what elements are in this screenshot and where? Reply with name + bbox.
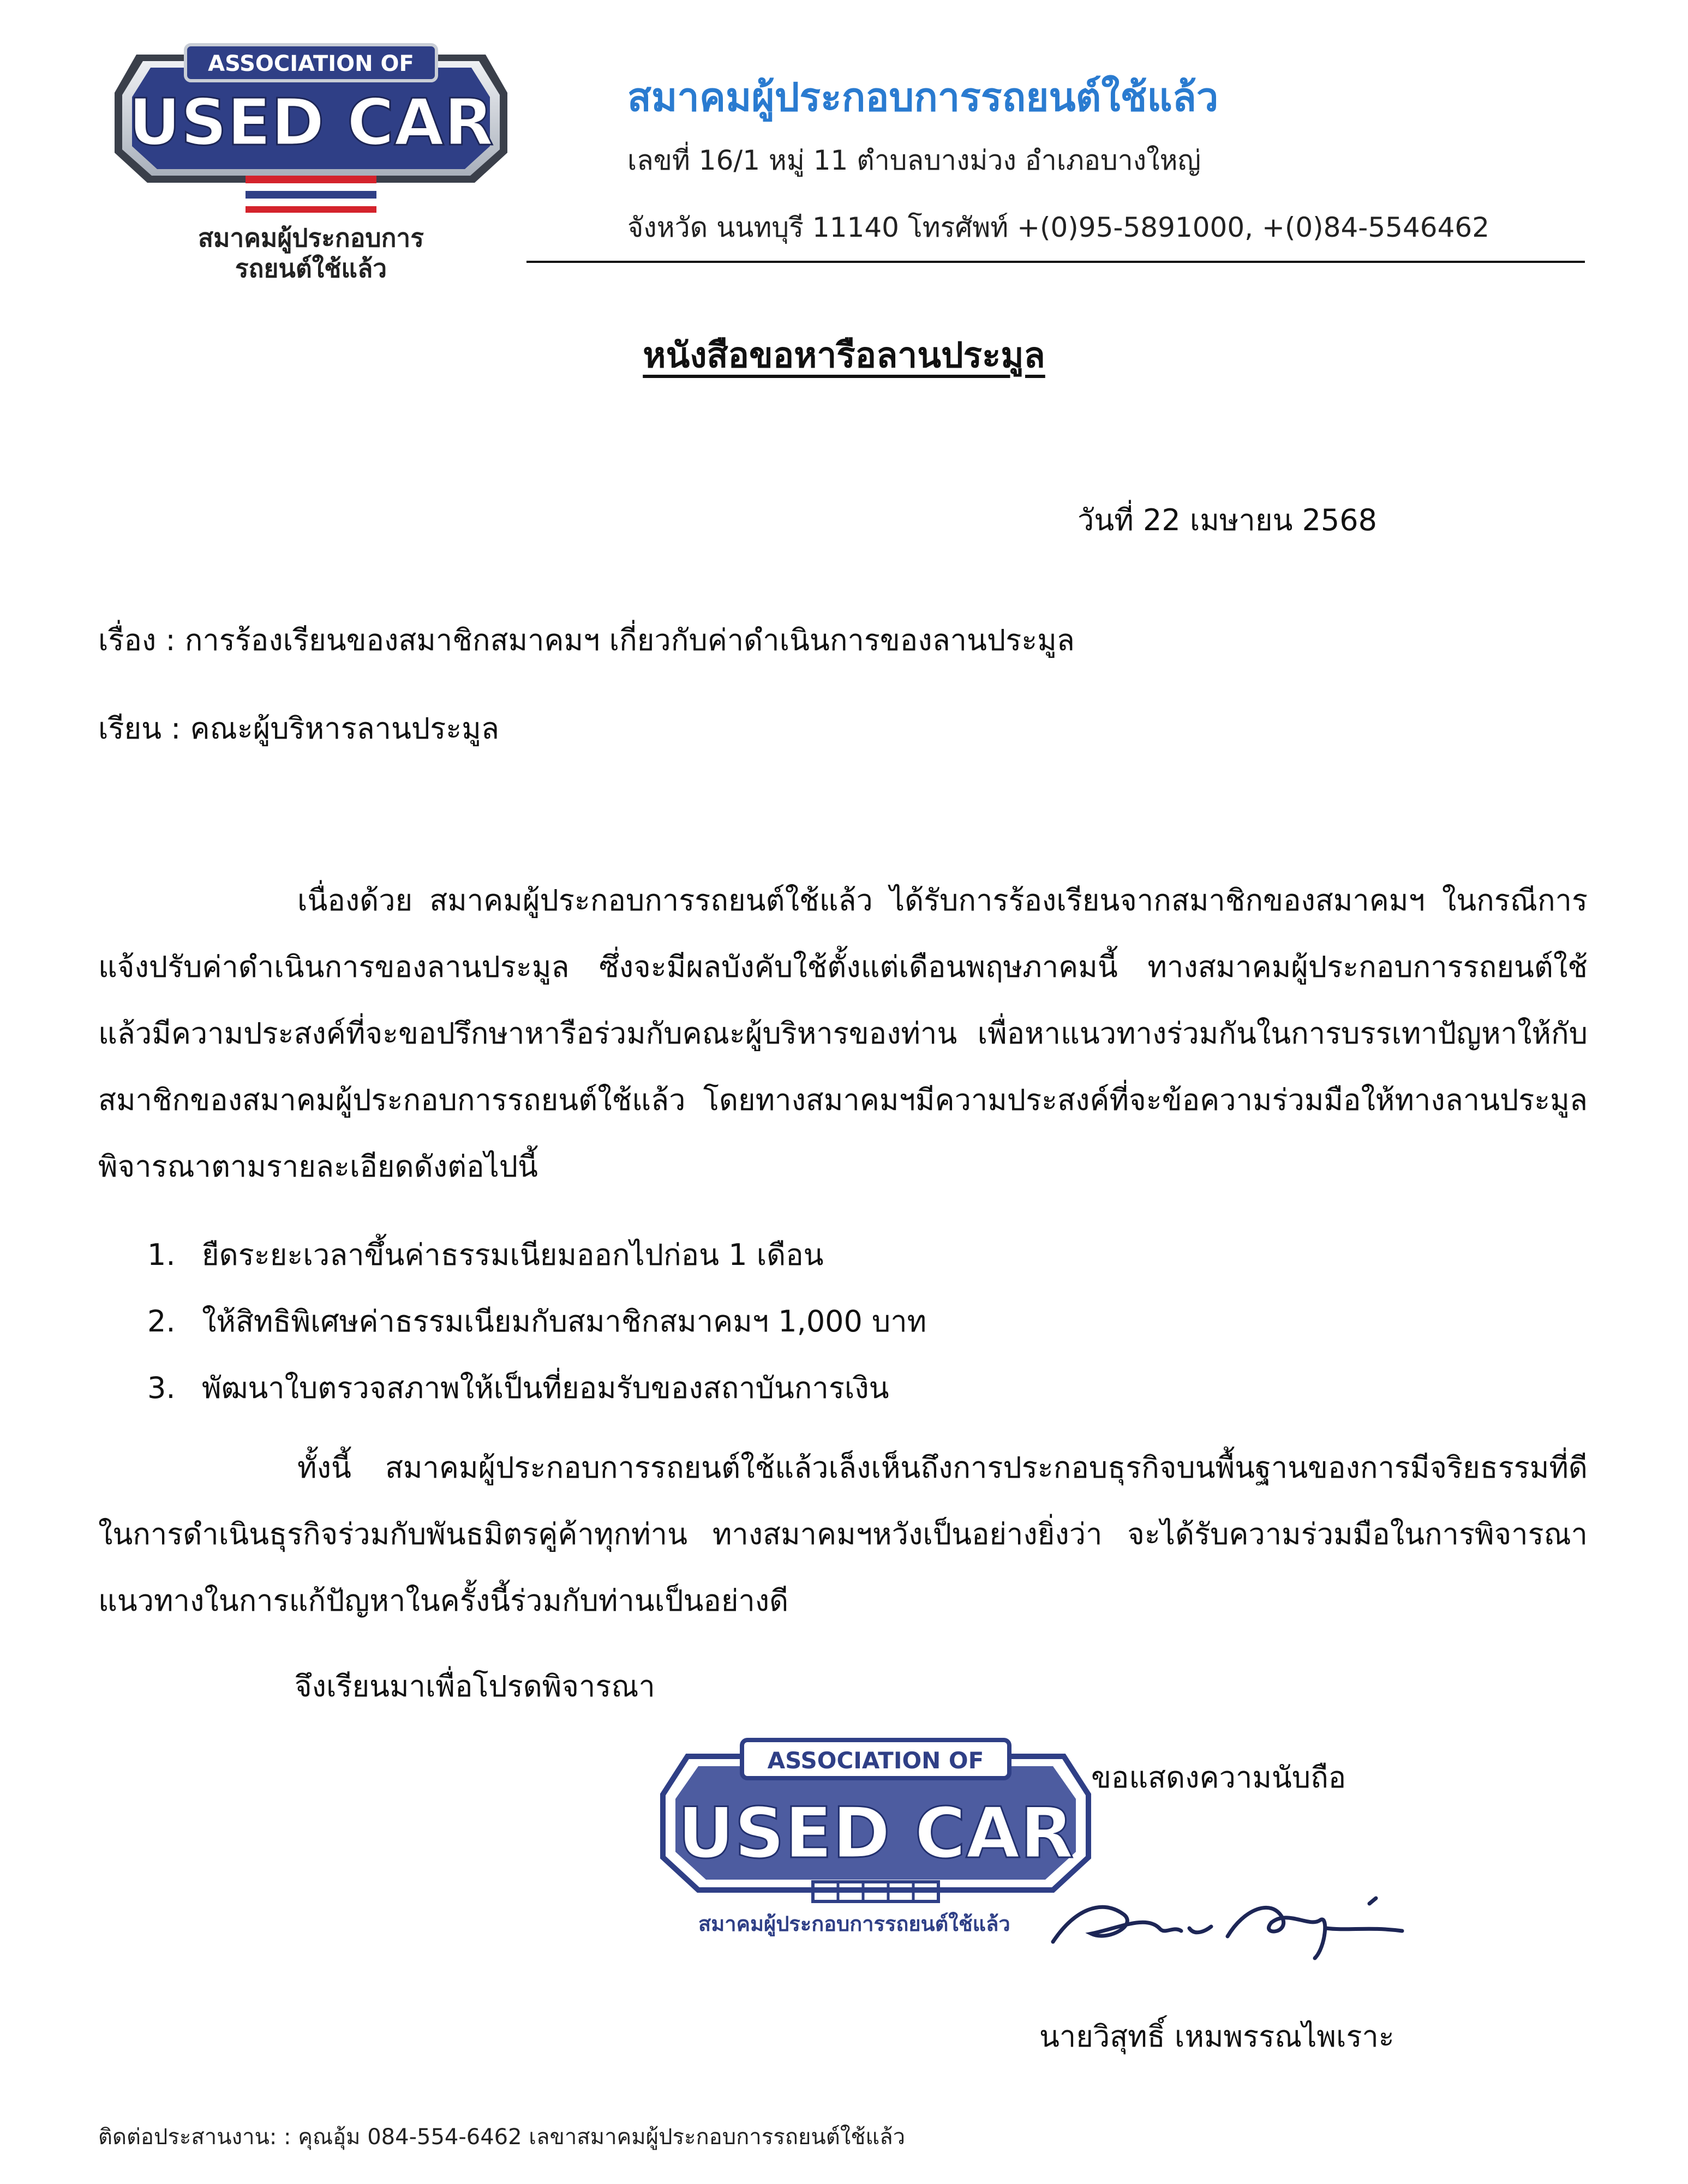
body-paragraph-2-text: ทั้งนี้ สมาคมผู้ประกอบการรถยนต์ใช้แล้วเล็งเห็นถึงการประกอบธุรกิจบนพื้นฐานของการมีจริยธรรมที่ดีในการดำเนินธุรกิจร่วมกับพันธมิตรคู่ค้าทุกท่าน ทางสมาคมฯหวังเป็นอย่างยิ่งว่า จะได้รับความร่วมมือในการพิจารณาแนวทางในการแก้ปัญหาในครั้งนี้ร่วมกับท่านเป็นอย่างดี (98, 1450, 1588, 1618)
document-date: วันที่ 22 เมษายน 2568 (1078, 503, 1377, 537)
list-item-number: 2. (147, 1304, 176, 1339)
list-item (147, 1355, 889, 1421)
body-paragraph-2 (98, 1435, 1588, 1634)
footer-contact: ติดต่อประสานงาน: : คุณอุ้ม 084-554-6462 เลขาสมาคมผู้ประกอบการรถยนต์ใช้แล้ว (98, 2125, 906, 2150)
logo-main-text: USED CAR (128, 85, 494, 160)
list-item (147, 1288, 926, 1355)
list-item (147, 1222, 824, 1288)
recipient-line: เรียน : คณะผู้บริหารลานประมูล (98, 711, 499, 746)
regards-line: ขอแสดงความนับถือ (1091, 1760, 1346, 1795)
seal-caption: สมาคมผู้ประกอบการรถยนต์ใช้แล้ว (698, 1912, 1010, 1936)
closing-line: จึงเรียนมาเพื่อโปรดพิจารณา (295, 1669, 655, 1703)
body-paragraph-1-text: เนื่องด้วย สมาคมผู้ประกอบการรถยนต์ใช้แล้ว ได้รับการร้องเรียนจากสมาชิกของสมาคมฯ ในกรณีการแจ้งปรับค่าดำเนินการของลานประมูล ซึ่งจะมีผลบังคับใช้ตั้งแต่เดือนพฤษภาคมนี้ ทางสมาคมผู้ประกอบการรถยนต์ใช้แล้วมีความประสงค์ที่จะขอปรึกษาหารือร่วมกับคณะผู้บริหารของท่าน เพื่อหาแนวทางร่วมกันในการบรรเทาปัญหาให้กับสมาชิกของสมาคมผู้ประกอบการรถยนต์ใช้แล้ว โดยทางสมาคมฯมีความประสงค์ที่จะข้อความร่วมมือให้ทางลานประมูลพิจารณาตามรายละเอียดดังต่อไปนี้ (98, 883, 1588, 1184)
address-line-2: จังหวัด นนทบุรี 11140 โทรศัพท์ +(0)95-5891000, +(0)84-5546462 (627, 212, 1490, 243)
list-item-text: ยืดระยะเวลาขึ้นค่าธรรมเนียมออกไปก่อน 1 เดือน (202, 1238, 824, 1272)
association-seal (649, 1718, 1102, 1936)
list-item-number: 3. (147, 1371, 176, 1405)
org-name: สมาคมผู้ประกอบการรถยนต์ใช้แล้ว (627, 74, 1219, 120)
signature-image (1042, 1876, 1413, 1969)
header-divider (526, 261, 1585, 263)
list-item-text: พัฒนาใบตรวจสภาพให้เป็นที่ยอมรับของสถาบันการเงิน (202, 1371, 889, 1405)
signer-name: นายวิสุทธิ์ เหมพรรณไพเราะ (1039, 2019, 1394, 2054)
association-logo (104, 33, 518, 284)
logo-top-text: ASSOCIATION OF (208, 51, 414, 76)
subject-line: เรื่อง : การร้องเรียนของสมาชิกสมาคมฯ เกี่ยวกับค่าดำเนินการของลานประมูล (98, 623, 1075, 657)
document-title: หนังสือขอหารือลานประมูล (643, 335, 1045, 376)
body-paragraph-1 (98, 867, 1588, 1200)
list-item-text: ให้สิทธิพิเศษค่าธรรมเนียมกับสมาชิกสมาคมฯ 1,000 บาท (202, 1304, 927, 1339)
seal-top-text: ASSOCIATION OF (767, 1747, 984, 1774)
list-item-number: 1. (147, 1238, 176, 1272)
logo-caption-line1: สมาคมผู้ประกอบการ (198, 223, 424, 253)
address-line-1: เลขที่ 16/1 หมู่ 11 ตำบลบางม่วง อำเภอบางใหญ่ (627, 145, 1201, 176)
logo-caption-line2: รถยนต์ใช้แล้ว (235, 254, 387, 283)
seal-main-text: USED CAR (678, 1793, 1074, 1874)
